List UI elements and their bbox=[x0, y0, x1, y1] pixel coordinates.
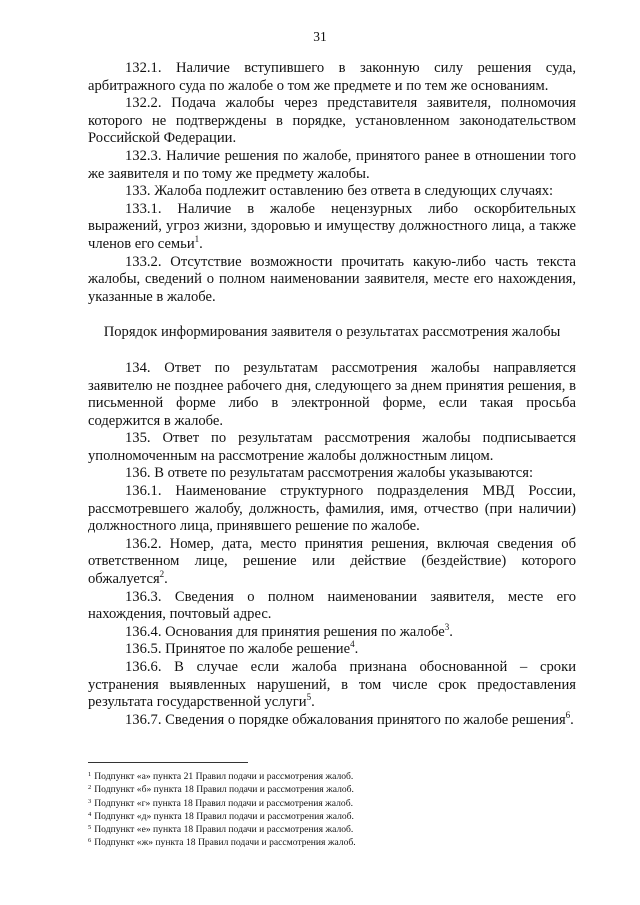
footnote: $^4$ Подпункт «д» пункта 18 Правил подачи и рассмотрения жалоб. bbox=[88, 810, 354, 822]
paragraph: 132.2. Подача жалобы через представителя заявителя, полномочия которого не подтверждены в порядке, установленном законодательством Российской Федерации. bbox=[88, 95, 576, 147]
footnote: $^5$ Подпункт «е» пункта 18 Правил подачи и рассмотрения жалоб. bbox=[88, 824, 354, 836]
document-body bbox=[88, 60, 576, 729]
footnote-ref: 6 bbox=[565, 709, 571, 720]
footnote: $^2$ Подпункт «б» пункта 18 Правил подачи и рассмотрения жалоб. bbox=[88, 784, 354, 796]
paragraph: 136.7. Сведения о порядке обжалования принятого по жалобе решения$^6$. bbox=[125, 709, 574, 728]
paragraph: 136.2. Номер, дата, место принятия решения, включая сведения об ответственном лице, решение или действие (бездействие) которого обжалуется$^2$. bbox=[88, 535, 576, 588]
footnote-ref: 1 bbox=[194, 233, 200, 244]
paragraph: 133.1. Наличие в жалобе нецензурных либо оскорбительных выражений, угроз жизни, здоровью и имуществу должностного лица, а также членов его семьи$^1$. bbox=[88, 200, 576, 252]
paragraph: 136.5. Принятое по жалобе решение$^4$. bbox=[125, 639, 359, 658]
footnote-ref: 4 bbox=[350, 639, 355, 650]
footnote-ref: 5 bbox=[306, 692, 312, 703]
page-number: 31 bbox=[313, 29, 327, 44]
paragraph: 133.2. Отсутствие возможности прочитать какую-либо часть текста жалобы, сведений о полном наименовании заявителя, месте его нахождения, указанные в жалобе. bbox=[88, 253, 576, 305]
paragraph: 135. Ответ по результатам рассмотрения жалобы подписывается уполномоченным на рассмотрение жалобы должностным лицом. bbox=[88, 430, 576, 464]
paragraph: 136.4. Основания для принятия решения по жалобе$^3$. bbox=[125, 621, 453, 640]
footnote: $^3$ Подпункт «г» пункта 18 Правил подачи и рассмотрения жалоб. bbox=[88, 797, 353, 809]
paragraph: 136. В ответе по результатам рассмотрения жалобы указываются: bbox=[125, 465, 534, 482]
paragraph: 132.3. Наличие решения по жалобе, принятого ранее в отношении того же заявителя и по тому же предмету жалобы. bbox=[88, 147, 576, 182]
footnote-ref: 3 bbox=[444, 621, 450, 632]
paragraphs-top bbox=[88, 60, 576, 306]
paragraph: 136.1. Наименование структурного подразделения МВД России, рассмотревшего жалобу, должность, фамилия, имя, отчество (при наличии) должностного лица, принявшего решение по жалобе. bbox=[88, 483, 576, 535]
paragraph: 136.3. Сведения о полном наименовании заявителя, месте его нахождения, почтовый адрес. bbox=[88, 588, 576, 623]
footnote: $^1$ Подпункт «а» пункта 21 Правил подачи и рассмотрения жалоб. bbox=[88, 771, 354, 782]
paragraph: 134. Ответ по результатам рассмотрения жалобы направляется заявителю не позднее рабочего дня, следующего за днем принятия решения, в письменной форме либо в электронной форме, если такая просьба содержится в жалобе. bbox=[88, 359, 576, 429]
footnote-ref: 2 bbox=[159, 569, 165, 580]
footnote: $^6$ Подпункт «ж» пункта 18 Правил подачи и рассмотрения жалоб. bbox=[88, 837, 356, 849]
section-heading: Порядок информирования заявителя о результатах рассмотрения жалобы bbox=[103, 324, 561, 341]
footnote-divider bbox=[88, 762, 248, 763]
paragraph: 132.1. Наличие вступившего в законную силу решения суда, арбитражного суда по жалобе о том же предмете и по тем же основаниям. bbox=[88, 60, 576, 94]
paragraphs-bottom bbox=[88, 360, 576, 729]
footnotes bbox=[88, 770, 576, 850]
paragraph: 136.6. В случае если жалоба признана обоснованной – сроки устранения выявленных нарушений, в том числе срок предоставления результата государственной услуги$^5$. bbox=[88, 659, 576, 711]
paragraph: 133. Жалоба подлежит оставлению без ответа в следующих случаях: bbox=[125, 183, 554, 200]
